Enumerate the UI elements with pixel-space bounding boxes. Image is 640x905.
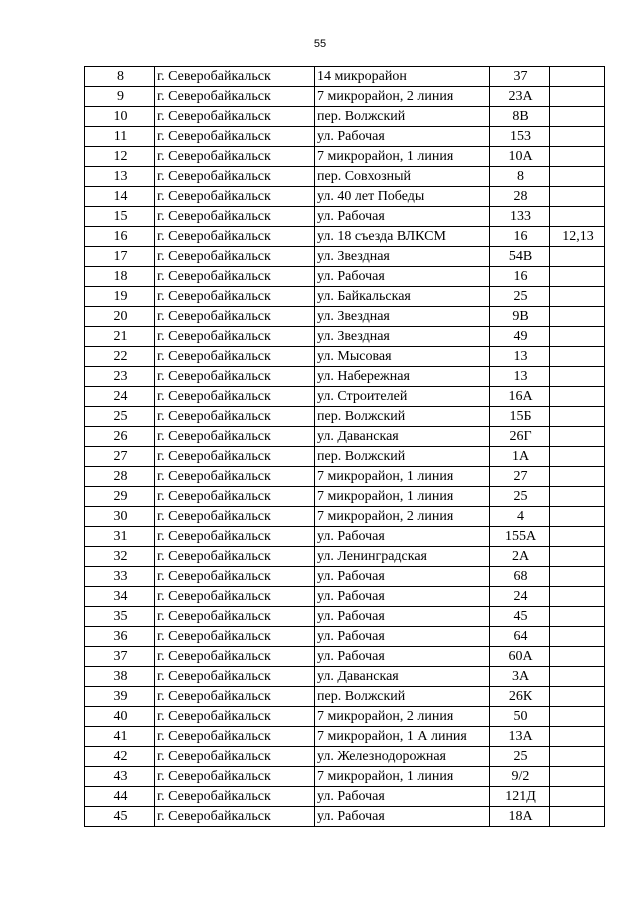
table-row [85, 647, 605, 667]
street-cell: 7 микрорайон, 1 линия [315, 487, 490, 507]
row-number-cell: 10 [85, 107, 155, 127]
street-cell: ул. Даванская [315, 427, 490, 447]
extra-cell [550, 247, 605, 267]
street-cell: ул. Рабочая [315, 567, 490, 587]
house-number-cell: 24 [490, 587, 550, 607]
extra-cell [550, 807, 605, 827]
table-row [85, 407, 605, 427]
table-row [85, 667, 605, 687]
house-number-cell: 13 [490, 367, 550, 387]
table-row [85, 387, 605, 407]
city-cell: г. Северобайкальск [155, 207, 315, 227]
row-number-cell: 24 [85, 387, 155, 407]
street-cell: пер. Волжский [315, 447, 490, 467]
street-cell: 7 микрорайон, 2 линия [315, 507, 490, 527]
city-cell: г. Северобайкальск [155, 387, 315, 407]
house-number-cell: 37 [490, 67, 550, 87]
row-number-cell: 39 [85, 687, 155, 707]
table-row [85, 707, 605, 727]
street-cell: пер. Волжский [315, 687, 490, 707]
city-cell: г. Северобайкальск [155, 527, 315, 547]
extra-cell [550, 527, 605, 547]
street-cell: ул. Звездная [315, 307, 490, 327]
city-cell: г. Северобайкальск [155, 567, 315, 587]
city-cell: г. Северобайкальск [155, 107, 315, 127]
street-cell: ул. Рабочая [315, 267, 490, 287]
row-number-cell: 26 [85, 427, 155, 447]
street-cell: ул. Строителей [315, 387, 490, 407]
table-row [85, 207, 605, 227]
house-number-cell: 8В [490, 107, 550, 127]
row-number-cell: 43 [85, 767, 155, 787]
extra-cell [550, 307, 605, 327]
house-number-cell: 15Б [490, 407, 550, 427]
street-cell: ул. Рабочая [315, 807, 490, 827]
street-cell: 14 микрорайон [315, 67, 490, 87]
street-cell: ул. Звездная [315, 327, 490, 347]
house-number-cell: 9В [490, 307, 550, 327]
extra-cell [550, 507, 605, 527]
city-cell: г. Северобайкальск [155, 627, 315, 647]
extra-cell [550, 347, 605, 367]
extra-cell [550, 767, 605, 787]
house-number-cell: 9/2 [490, 767, 550, 787]
city-cell: г. Северобайкальск [155, 67, 315, 87]
row-number-cell: 31 [85, 527, 155, 547]
extra-cell [550, 407, 605, 427]
city-cell: г. Северобайкальск [155, 467, 315, 487]
table-row [85, 187, 605, 207]
house-number-cell: 25 [490, 747, 550, 767]
street-cell: ул. Рабочая [315, 627, 490, 647]
table-row [85, 527, 605, 547]
table-row [85, 807, 605, 827]
table-row [85, 247, 605, 267]
street-cell: ул. Набережная [315, 367, 490, 387]
row-number-cell: 9 [85, 87, 155, 107]
table-row [85, 67, 605, 87]
house-number-cell: 54В [490, 247, 550, 267]
house-number-cell: 16 [490, 227, 550, 247]
table-row [85, 87, 605, 107]
table-row [85, 107, 605, 127]
extra-cell [550, 147, 605, 167]
table-row [85, 367, 605, 387]
street-cell: ул. Железнодорожная [315, 747, 490, 767]
extra-cell [550, 647, 605, 667]
page-number: 55 [313, 38, 327, 50]
row-number-cell: 27 [85, 447, 155, 467]
street-cell: ул. Звездная [315, 247, 490, 267]
table-row [85, 327, 605, 347]
street-cell: 7 микрорайон, 2 линия [315, 87, 490, 107]
extra-cell [550, 107, 605, 127]
table-row [85, 547, 605, 567]
house-number-cell: 45 [490, 607, 550, 627]
extra-cell [550, 387, 605, 407]
extra-cell [550, 727, 605, 747]
street-cell: 7 микрорайон, 1 линия [315, 467, 490, 487]
extra-cell [550, 787, 605, 807]
house-number-cell: 23А [490, 87, 550, 107]
row-number-cell: 41 [85, 727, 155, 747]
extra-cell [550, 207, 605, 227]
row-number-cell: 45 [85, 807, 155, 827]
city-cell: г. Северобайкальск [155, 187, 315, 207]
address-table-body [85, 67, 605, 827]
street-cell: ул. Мысовая [315, 347, 490, 367]
table-row [85, 487, 605, 507]
city-cell: г. Северобайкальск [155, 727, 315, 747]
street-cell: ул. Рабочая [315, 207, 490, 227]
house-number-cell: 49 [490, 327, 550, 347]
street-cell: пер. Волжский [315, 407, 490, 427]
table-row [85, 687, 605, 707]
extra-cell [550, 167, 605, 187]
city-cell: г. Северобайкальск [155, 327, 315, 347]
city-cell: г. Северобайкальск [155, 507, 315, 527]
extra-cell [550, 707, 605, 727]
city-cell: г. Северобайкальск [155, 447, 315, 467]
city-cell: г. Северобайкальск [155, 707, 315, 727]
city-cell: г. Северобайкальск [155, 407, 315, 427]
row-number-cell: 12 [85, 147, 155, 167]
street-cell: пер. Совхозный [315, 167, 490, 187]
city-cell: г. Северобайкальск [155, 127, 315, 147]
street-cell: ул. 40 лет Победы [315, 187, 490, 207]
street-cell: ул. Рабочая [315, 527, 490, 547]
house-number-cell: 18А [490, 807, 550, 827]
street-cell: ул. 18 съезда ВЛКСМ [315, 227, 490, 247]
extra-cell: 12,13 [550, 227, 605, 247]
row-number-cell: 16 [85, 227, 155, 247]
table-row [85, 147, 605, 167]
street-cell: ул. Даванская [315, 667, 490, 687]
city-cell: г. Северобайкальск [155, 807, 315, 827]
city-cell: г. Северобайкальск [155, 427, 315, 447]
row-number-cell: 35 [85, 607, 155, 627]
address-table [84, 66, 605, 827]
row-number-cell: 11 [85, 127, 155, 147]
street-cell: 7 микрорайон, 1 А линия [315, 727, 490, 747]
house-number-cell: 68 [490, 567, 550, 587]
house-number-cell: 28 [490, 187, 550, 207]
table-row [85, 447, 605, 467]
city-cell: г. Северобайкальск [155, 687, 315, 707]
row-number-cell: 17 [85, 247, 155, 267]
row-number-cell: 13 [85, 167, 155, 187]
table-row [85, 347, 605, 367]
table-row [85, 227, 605, 247]
house-number-cell: 16А [490, 387, 550, 407]
row-number-cell: 19 [85, 287, 155, 307]
extra-cell [550, 607, 605, 627]
extra-cell [550, 487, 605, 507]
table-row [85, 607, 605, 627]
row-number-cell: 22 [85, 347, 155, 367]
row-number-cell: 30 [85, 507, 155, 527]
house-number-cell: 121Д [490, 787, 550, 807]
city-cell: г. Северобайкальск [155, 227, 315, 247]
street-cell: 7 микрорайон, 1 линия [315, 767, 490, 787]
city-cell: г. Северобайкальск [155, 607, 315, 627]
table-row [85, 787, 605, 807]
row-number-cell: 32 [85, 547, 155, 567]
row-number-cell: 18 [85, 267, 155, 287]
row-number-cell: 25 [85, 407, 155, 427]
city-cell: г. Северобайкальск [155, 667, 315, 687]
row-number-cell: 20 [85, 307, 155, 327]
row-number-cell: 28 [85, 467, 155, 487]
street-cell: ул. Рабочая [315, 587, 490, 607]
house-number-cell: 13А [490, 727, 550, 747]
extra-cell [550, 267, 605, 287]
city-cell: г. Северобайкальск [155, 487, 315, 507]
house-number-cell: 64 [490, 627, 550, 647]
city-cell: г. Северобайкальск [155, 367, 315, 387]
extra-cell [550, 287, 605, 307]
house-number-cell: 8 [490, 167, 550, 187]
house-number-cell: 153 [490, 127, 550, 147]
city-cell: г. Северобайкальск [155, 267, 315, 287]
row-number-cell: 42 [85, 747, 155, 767]
city-cell: г. Северобайкальск [155, 167, 315, 187]
table-row [85, 427, 605, 447]
street-cell: ул. Рабочая [315, 787, 490, 807]
row-number-cell: 40 [85, 707, 155, 727]
extra-cell [550, 587, 605, 607]
row-number-cell: 38 [85, 667, 155, 687]
table-row [85, 627, 605, 647]
street-cell: 7 микрорайон, 1 линия [315, 147, 490, 167]
row-number-cell: 44 [85, 787, 155, 807]
house-number-cell: 25 [490, 487, 550, 507]
house-number-cell: 13 [490, 347, 550, 367]
house-number-cell: 3А [490, 667, 550, 687]
row-number-cell: 29 [85, 487, 155, 507]
extra-cell [550, 427, 605, 447]
extra-cell [550, 667, 605, 687]
extra-cell [550, 87, 605, 107]
street-cell: ул. Рабочая [315, 127, 490, 147]
city-cell: г. Северобайкальск [155, 587, 315, 607]
table-row [85, 167, 605, 187]
city-cell: г. Северобайкальск [155, 647, 315, 667]
extra-cell [550, 327, 605, 347]
extra-cell [550, 547, 605, 567]
city-cell: г. Северобайкальск [155, 287, 315, 307]
row-number-cell: 34 [85, 587, 155, 607]
house-number-cell: 16 [490, 267, 550, 287]
extra-cell [550, 187, 605, 207]
table-row [85, 127, 605, 147]
row-number-cell: 21 [85, 327, 155, 347]
table-row [85, 267, 605, 287]
table-row [85, 587, 605, 607]
street-cell: ул. Рабочая [315, 647, 490, 667]
extra-cell [550, 567, 605, 587]
table-row [85, 727, 605, 747]
extra-cell [550, 447, 605, 467]
house-number-cell: 10А [490, 147, 550, 167]
street-cell: ул. Ленинградская [315, 547, 490, 567]
table-row [85, 567, 605, 587]
house-number-cell: 133 [490, 207, 550, 227]
city-cell: г. Северобайкальск [155, 87, 315, 107]
table-row [85, 747, 605, 767]
table-row [85, 507, 605, 527]
table-row [85, 767, 605, 787]
street-cell: пер. Волжский [315, 107, 490, 127]
street-cell: ул. Байкальская [315, 287, 490, 307]
extra-cell [550, 67, 605, 87]
city-cell: г. Северобайкальск [155, 247, 315, 267]
street-cell: 7 микрорайон, 2 линия [315, 707, 490, 727]
table-row [85, 467, 605, 487]
city-cell: г. Северобайкальск [155, 787, 315, 807]
house-number-cell: 50 [490, 707, 550, 727]
city-cell: г. Северобайкальск [155, 747, 315, 767]
row-number-cell: 37 [85, 647, 155, 667]
extra-cell [550, 467, 605, 487]
row-number-cell: 14 [85, 187, 155, 207]
row-number-cell: 8 [85, 67, 155, 87]
house-number-cell: 27 [490, 467, 550, 487]
house-number-cell: 60А [490, 647, 550, 667]
house-number-cell: 2А [490, 547, 550, 567]
city-cell: г. Северобайкальск [155, 307, 315, 327]
city-cell: г. Северобайкальск [155, 547, 315, 567]
house-number-cell: 26К [490, 687, 550, 707]
table-row [85, 287, 605, 307]
extra-cell [550, 367, 605, 387]
house-number-cell: 1А [490, 447, 550, 467]
city-cell: г. Северобайкальск [155, 767, 315, 787]
row-number-cell: 23 [85, 367, 155, 387]
street-cell: ул. Рабочая [315, 607, 490, 627]
row-number-cell: 36 [85, 627, 155, 647]
extra-cell [550, 127, 605, 147]
row-number-cell: 33 [85, 567, 155, 587]
city-cell: г. Северобайкальск [155, 347, 315, 367]
extra-cell [550, 687, 605, 707]
extra-cell [550, 627, 605, 647]
row-number-cell: 15 [85, 207, 155, 227]
extra-cell [550, 747, 605, 767]
table-row [85, 307, 605, 327]
house-number-cell: 4 [490, 507, 550, 527]
house-number-cell: 155А [490, 527, 550, 547]
house-number-cell: 25 [490, 287, 550, 307]
house-number-cell: 26Г [490, 427, 550, 447]
city-cell: г. Северобайкальск [155, 147, 315, 167]
